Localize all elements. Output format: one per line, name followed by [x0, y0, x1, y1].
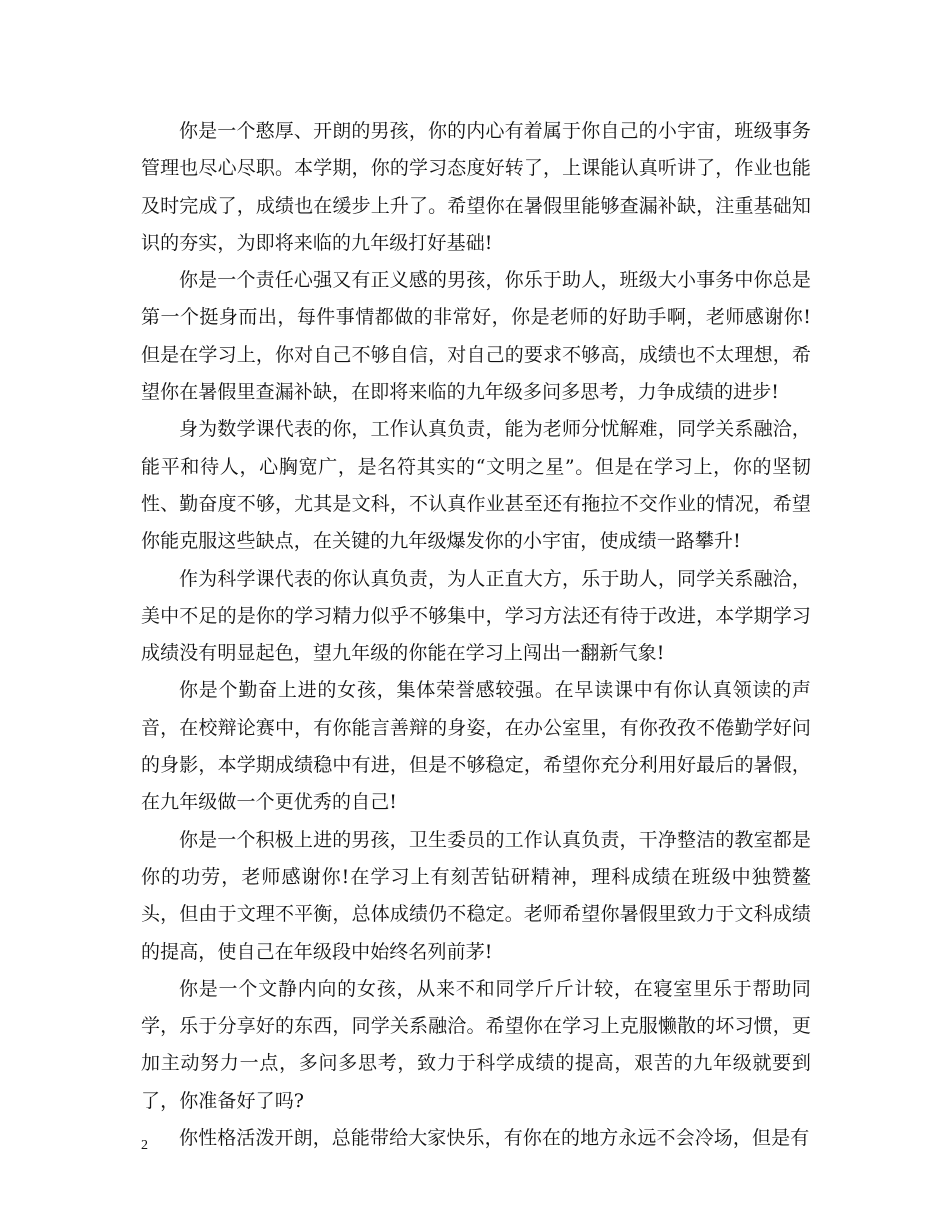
comment-paragraph-8: 你性格活泼开朗，总能带给大家快乐，有你在的地方永远不会冷场，但是有 [179, 1127, 810, 1150]
comment-paragraph-3: 身为数学课代表的你，工作认真负责，能为老师分忧解难，同学关系融洽，能平和待人，心胸宽广，是名符其实的“文明之星”。但是在学习上，你的坚韧性、勤奋度不够，尤其是文科，不认真作业甚至还有拖拉不交作业的情况，希望你能克服这些缺点，在关键的九年级爆发你的小宇宙，使成绩一路攀升! [141, 418, 811, 553]
document-body [141, 113, 811, 1157]
page-number: 2 [141, 1138, 148, 1153]
comment-paragraph-6: 你是一个积极上进的男孩，卫生委员的工作认真负责，干净整洁的教室都是你的功劳，老师感谢你!在学习上有刻苦钻研精神，理科成绩在班级中独赞鳌头，但由于文理不平衡，总体成绩仍不稳定。老师希望你暑假里致力于文科成绩的提高，使自己在年级段中始终名列前茅! [141, 828, 811, 963]
comment-paragraph-2: 你是一个责任心强又有正义感的男孩，你乐于助人，班级大小事务中你总是第一个挺身而出，每件事情都做的非常好，你是老师的好助手啊，老师感谢你!但是在学习上，你对自己不够自信，对自己的要求不够高，成绩也不太理想，希望你在暑假里查漏补缺，在即将来临的九年级多问多思考，力争成绩的进步! [141, 269, 811, 404]
comment-paragraph-1: 你是一个憨厚、开朗的男孩，你的内心有着属于你自己的小宇宙，班级事务管理也尽心尽职。本学期，你的学习态度好转了，上课能认真听讲了，作业也能及时完成了，成绩也在缓步上升了。希望你在暑假里能够查漏补缺，注重基础知识的夯实，为即将来临的九年级打好基础! [141, 120, 811, 254]
comment-paragraph-4: 作为科学课代表的你认真负责，为人正直大方，乐于助人，同学关系融洽，美中不足的是你的学习精力似乎不够集中，学习方法还有待于改进，本学期学习成绩没有明显起色，望九年级的你能在学习上闯出一翻新气象! [141, 567, 811, 665]
comment-paragraph-5: 你是个勤奋上进的女孩，集体荣誉感较强。在早读课中有你认真领读的声音，在校辩论赛中，有你能言善辩的身姿，在办公室里，有你孜孜不倦勤学好问的身影，本学期成绩稳中有进，但是不够稳定，希望你充分利用好最后的暑假，在九年级做一个更优秀的自己! [141, 679, 811, 814]
comment-paragraph-7: 你是一个文静内向的女孩，从来不和同学斤斤计较，在寝室里乐于帮助同学，乐于分享好的东西，同学关系融洽。希望你在学习上克服懒散的坏习惯，更加主动努力一点，多问多思考，致力于科学成绩的提高，艰苦的九年级就要到了，你准备好了吗? [141, 977, 811, 1112]
